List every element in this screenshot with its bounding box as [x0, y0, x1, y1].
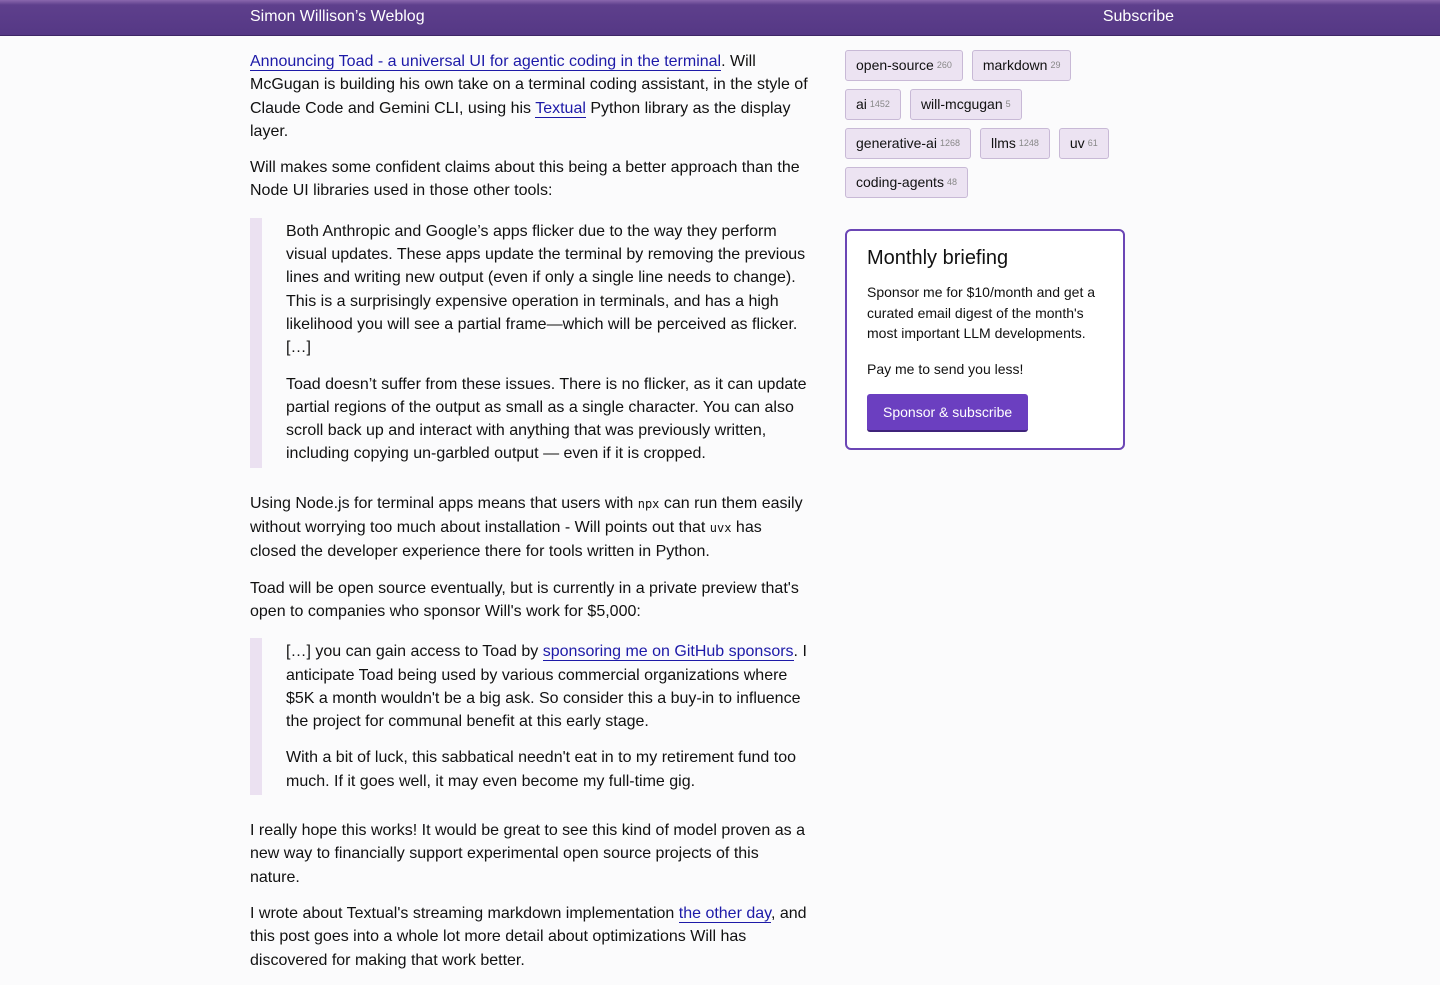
subscribe-link[interactable]: Subscribe [1102, 8, 1174, 25]
briefing-tagline: Pay me to send you less! [867, 360, 1024, 377]
post-paragraph-4: Toad will be open source eventually, but is currently in a private preview that's open to companies who sponsor Will's work for $5,000: [250, 579, 799, 620]
blockquote-1 [250, 218, 812, 468]
tag-markdown[interactable] [972, 50, 1072, 81]
tag-count: 48 [946, 177, 957, 187]
tag-label: will-mcgugan [920, 96, 1003, 112]
tag-label: uv [1069, 135, 1085, 151]
text: […] you can gain access to Toad by [286, 643, 543, 661]
tag-coding-agents[interactable] [845, 167, 968, 198]
tag-count: 29 [1050, 60, 1061, 70]
npx-code: npx [637, 496, 660, 511]
tag-count: 1268 [939, 138, 960, 148]
tag-ai[interactable] [845, 89, 901, 120]
announcing-toad-link[interactable]: Announcing Toad - a universal UI for agentic coding in the terminal [250, 53, 722, 70]
post-paragraph-5: I really hope this works! It would be great to see this kind of model proven as a new way to financially support experimental open source projects of this nature. [250, 822, 805, 886]
blockquote-2 [250, 638, 812, 795]
quote-paragraph: Both Anthropic and Google’s apps flicker due to the way they perform visual updates. These apps update the terminal by removing the previous lines and writing new output (even if only a single line needs to change). This is a surprisingly expensive operation in terminals, and has a high likelihood you will see a partial frame—which will be perceived as flicker. […] [286, 222, 806, 357]
tag-label: markdown [982, 57, 1048, 73]
tag-label: open-source [856, 57, 934, 73]
quote-paragraph: With a bit of luck, this sabbatical needn't eat in to my retirement fund too much. If it goes well, it may even become my full-time gig. [286, 749, 796, 790]
monthly-briefing-box [845, 229, 1125, 450]
tag-uv[interactable] [1059, 128, 1109, 159]
tag-will-mcgugan[interactable] [910, 89, 1022, 120]
tag-count: 1248 [1018, 138, 1039, 148]
text: . I anticipate Toad being used by various commercial organizations where $5K a month wouldn't be a big ask. So consider this a buy-in to influence the project for communal benefit at this early stage. [286, 643, 807, 731]
site-title-link[interactable]: Simon Willison’s Weblog [250, 8, 425, 25]
quote-paragraph [286, 640, 812, 733]
tag-label: coding-agents [856, 174, 944, 190]
post-paragraph-6 [250, 902, 812, 972]
text: has closed the developer experience there for tools written in Python. [250, 519, 762, 561]
tag-count: 61 [1087, 138, 1098, 148]
tag-generative-ai[interactable] [845, 128, 971, 159]
tag-count: 260 [936, 60, 952, 70]
textual-link[interactable]: Textual [535, 99, 586, 117]
tag-count: 5 [1005, 99, 1011, 109]
tag-label: generative-ai [856, 135, 937, 151]
briefing-description: Sponsor me for $10/month and get a curated email digest of the month's most important LLM developments. [867, 284, 1096, 341]
sidebar [845, 50, 1125, 450]
uvx-code: uvx [709, 521, 732, 536]
briefing-title: Monthly briefing [867, 247, 1009, 269]
tag-count: 1452 [869, 99, 890, 109]
tag-llms[interactable] [980, 128, 1050, 159]
tag-open-source[interactable] [845, 50, 963, 81]
post-paragraph-2: Will makes some confident claims about this being a better approach than the Node UI libraries used in those other tools: [250, 159, 800, 200]
post-paragraph-3 [250, 492, 812, 564]
github-sponsors-link[interactable]: sponsoring me on GitHub sponsors [542, 643, 794, 661]
post-body [250, 50, 812, 985]
tag-label: ai [856, 96, 867, 112]
text: I wrote about Textual's streaming markdown implementation [250, 904, 679, 922]
sponsor-subscribe-button[interactable]: Sponsor & subscribe [867, 394, 1028, 432]
quote-paragraph: Toad doesn’t suffer from these issues. There is no flicker, as it can update partial regions of the output as small as a single character. You can also scroll back up and interact with anything that was previously written, including copying un-garbled output — even if it is cropped. [286, 375, 807, 463]
tag-label: llms [990, 135, 1016, 151]
text: , and this post goes into a whole lot more detail about optimizations Will has discovered for making that work better. [250, 904, 807, 969]
text: Python library as the display layer. [250, 99, 791, 140]
other-day-link[interactable]: the other day [678, 904, 771, 922]
tag-list [845, 50, 1125, 198]
top-navigation-bar [0, 0, 1440, 35]
post-paragraph-1 [250, 50, 812, 143]
text: Using Node.js for terminal apps means that users with [250, 494, 638, 512]
text: . Will McGugan is building his own take on a terminal coding assistant, in the style of Claude Code and Gemini CLI, using his [250, 53, 808, 117]
text: can run them easily without worrying too much about installation - Will points out that [250, 494, 803, 537]
